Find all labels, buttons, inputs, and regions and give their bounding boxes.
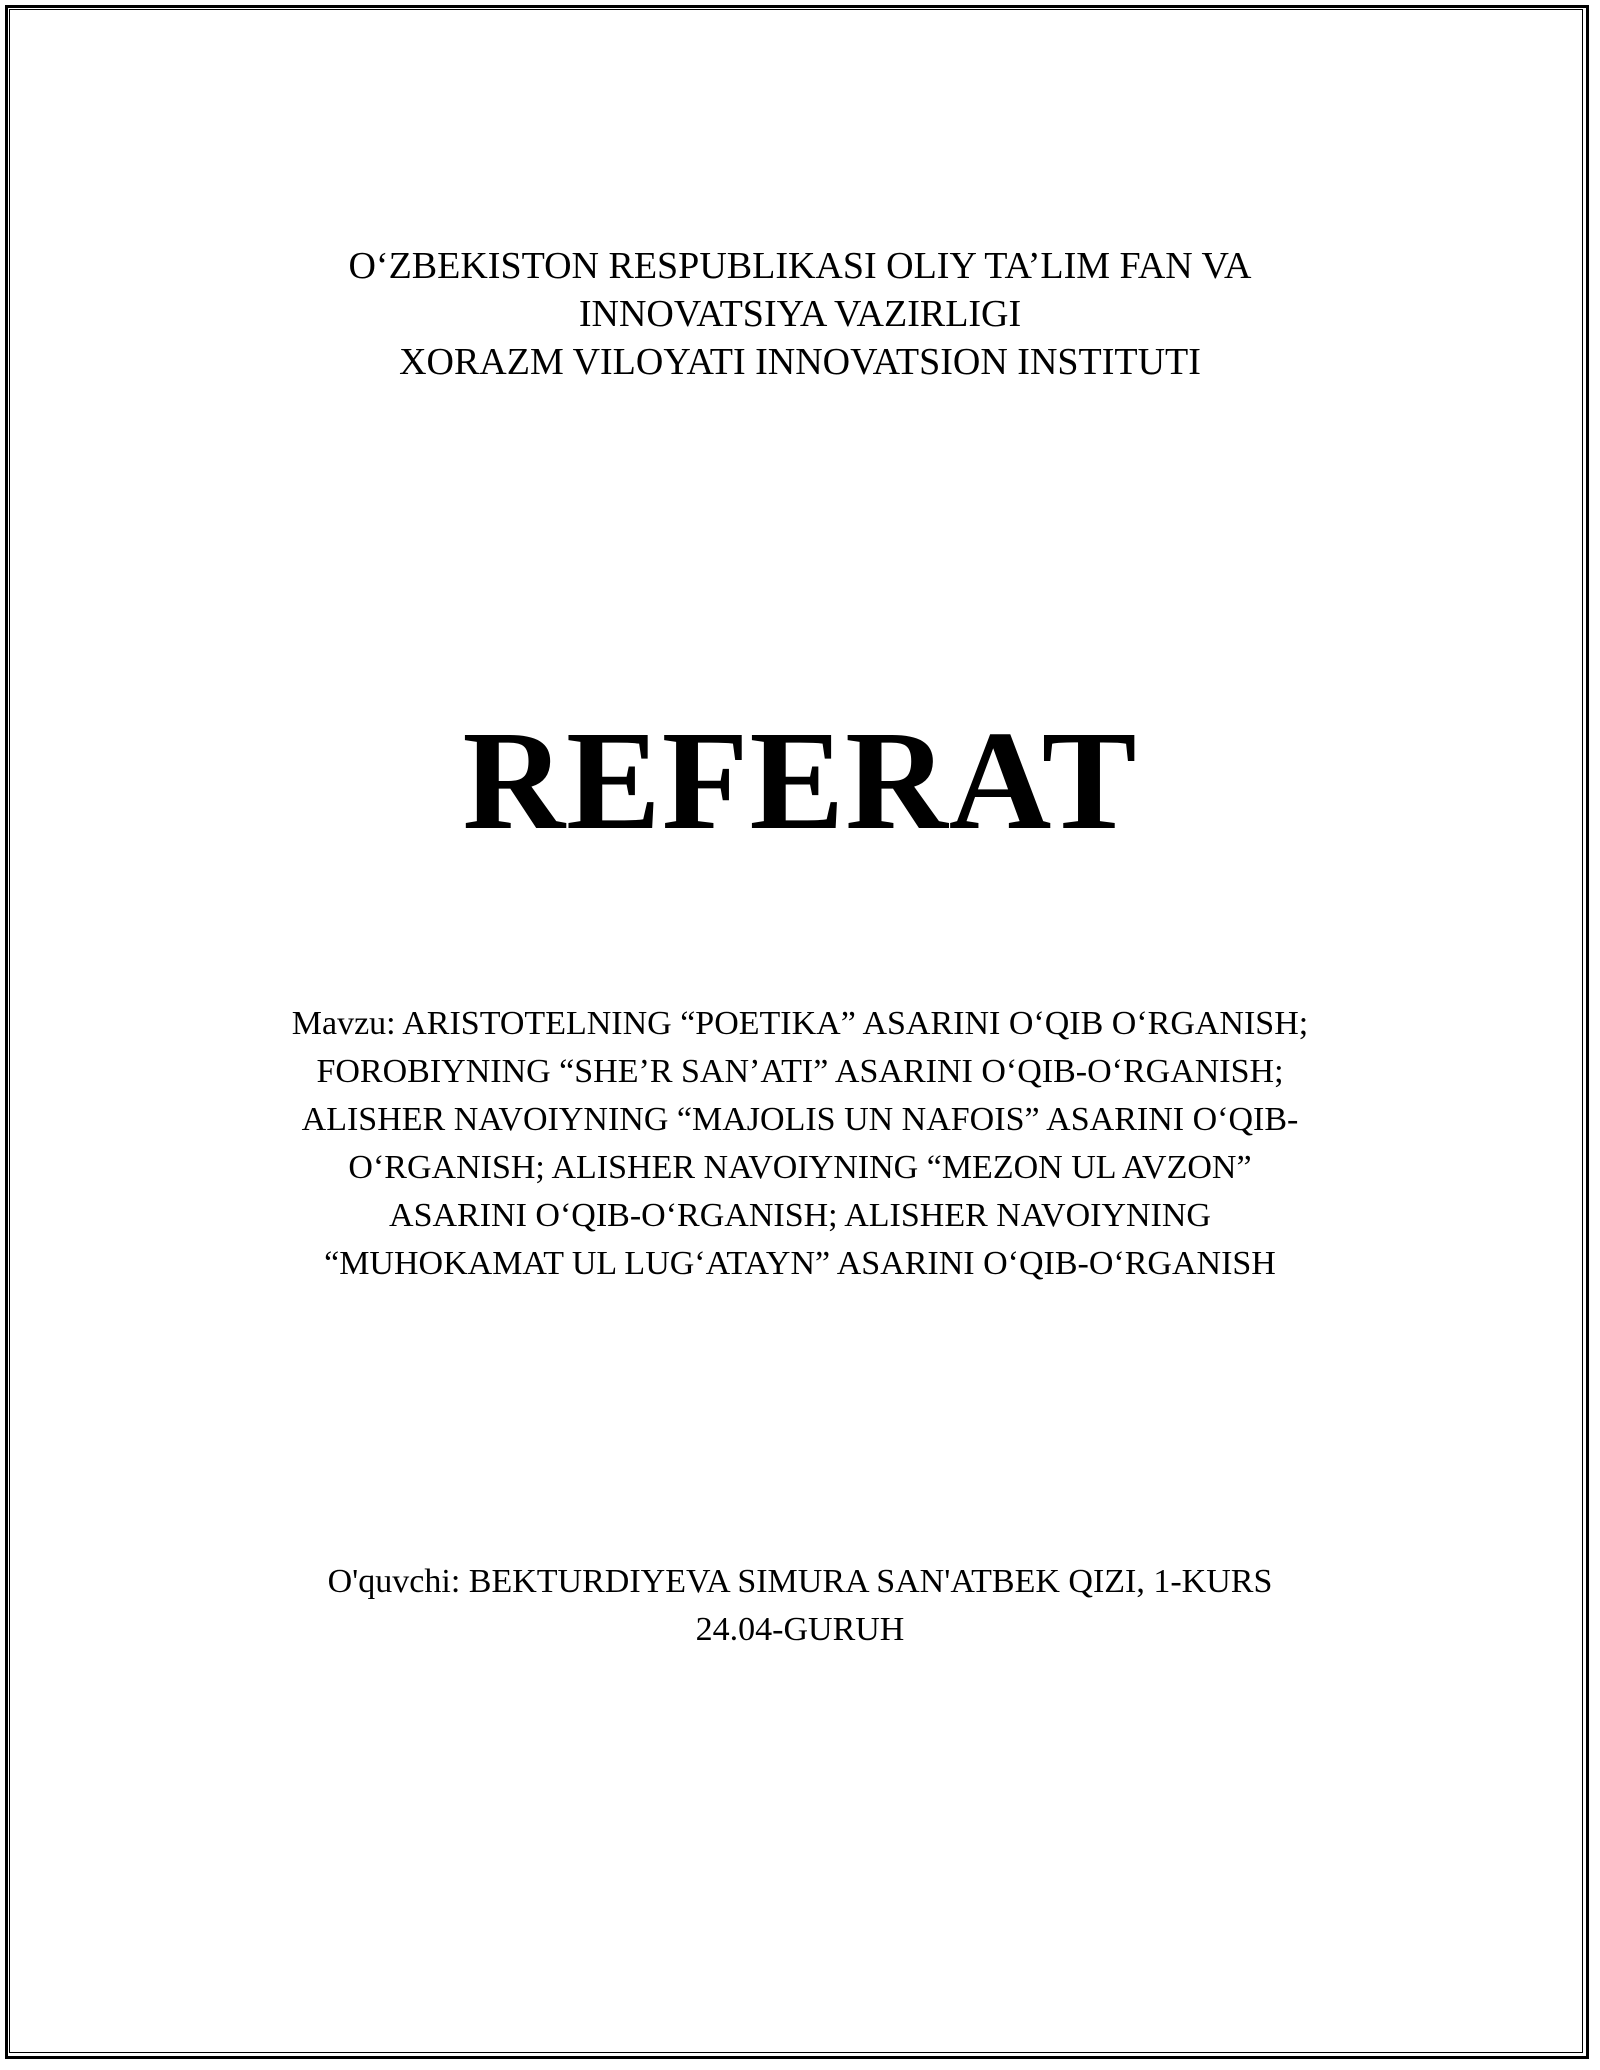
topic-line-4: O‘RGANISH; ALISHER NAVOIYNING “MEZON UL AVZON” xyxy=(348,1149,1252,1186)
topic-line-5: ASARINI O‘QIB-O‘RGANISH; ALISHER NAVOIYNING xyxy=(389,1197,1211,1234)
topic-block xyxy=(0,1000,1600,1288)
topic-line-1: Mavzu: ARISTOTELNING “POETIKA” ASARINI O‘QIB O‘RGANISH; xyxy=(291,1005,1309,1042)
header-line-3: XORAZM VILOYATI INNOVATSION INSTITUTI xyxy=(399,341,1201,383)
header-line-2: INNOVATSIYA VAZIRLIGI xyxy=(578,293,1022,335)
institution-header xyxy=(0,242,1600,386)
document-title: REFERAT xyxy=(462,701,1138,859)
header-line-1: O‘ZBEKISTON RESPUBLIKASI OLIY TA’LIM FAN VA xyxy=(348,245,1252,287)
topic-line-2: FOROBIYNING “SHE’R SAN’ATI” ASARINI O‘QIB-O‘RGANISH; xyxy=(316,1053,1284,1090)
topic-line-6: “MUHOKAMAT UL LUG‘ATAYN” ASARINI O‘QIB-O‘RGANISH xyxy=(324,1245,1276,1282)
topic-line-3: ALISHER NAVOIYNING “MAJOLIS UN NAFOIS” ASARINI O‘QIB- xyxy=(301,1101,1299,1138)
student-info xyxy=(0,1558,1600,1654)
student-name-line: O'quvchi: BEKTURDIYEVA SIMURA SAN'ATBEK QIZI, 1-KURS xyxy=(327,1563,1273,1600)
student-group-line: 24.04-GURUH xyxy=(695,1611,905,1648)
